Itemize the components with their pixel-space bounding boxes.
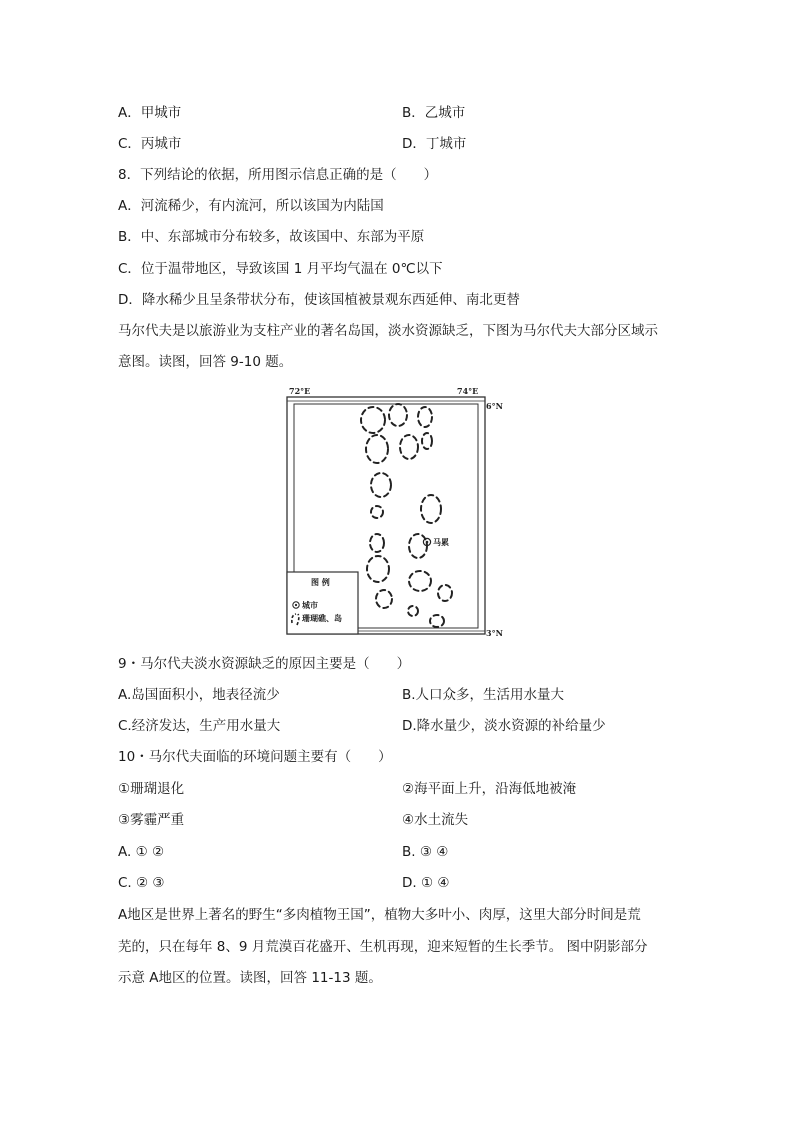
q10-option-d: D. ① ④: [402, 875, 450, 891]
q10-item-3: ③雾霾严重: [118, 812, 185, 828]
map-label-3n: 3°N: [486, 628, 503, 638]
q9-stem: 9・马尔代夫淡水资源缺乏的原因主要是（ ）: [118, 656, 411, 672]
region-a-intro-line3: 示意 A地区的位置。读图，回答 11-13 题。: [118, 970, 382, 986]
maldives-map-svg: [285, 385, 503, 640]
q10-option-b: B. ③ ④: [402, 844, 449, 860]
map-label-74e: 74°E: [457, 386, 479, 396]
q10-item-2: ②海平面上升，沿海低地被淹: [402, 781, 577, 797]
q8-option-b: B．中、东部城市分布较多，故该国中、东部为平原: [118, 229, 425, 245]
q10-option-a: A. ① ②: [118, 844, 165, 860]
legend-title: 图 例: [311, 577, 330, 587]
q10-item-4: ④水土流失: [402, 812, 469, 828]
q8-option-c: C．位于温带地区，导致该国 1 月平均气温在 0℃以下: [118, 261, 443, 277]
maldives-map: [285, 385, 503, 640]
legend-city-label: 城市: [302, 600, 318, 610]
q10-stem: 10・马尔代夫面临的环境问题主要有（ ）: [118, 749, 392, 765]
map-label-6n: 6°N: [486, 401, 503, 411]
q8-option-a: A．河流稀少，有内流河，所以该国为内陆国: [118, 198, 384, 214]
q7-option-c: C．丙城市: [118, 136, 182, 152]
q7-option-a: A．甲城市: [118, 105, 182, 121]
q7-option-d: D．丁城市: [402, 136, 467, 152]
q7-option-b: B．乙城市: [402, 105, 466, 121]
capital-label: 马累: [433, 537, 449, 547]
q8-option-d: D．降水稀少且呈条带状分布，使该国植被景观东西延伸、南北更替: [118, 292, 520, 308]
map-label-72e: 72°E: [289, 386, 311, 396]
q9-option-b: B.人口众多，生活用水量大: [402, 687, 565, 703]
maldives-intro-line1: 马尔代夫是以旅游业为支柱产业的著名岛国，淡水资源缺乏，下图为马尔代夫大部分区域示: [118, 323, 658, 339]
q10-item-1: ①珊瑚退化: [118, 781, 185, 797]
atoll-group: [361, 404, 452, 627]
q9-option-d: D.降水量少，淡水资源的补给量少: [402, 718, 606, 734]
maldives-intro-line2: 意图。读图，回答 9-10 题。: [118, 354, 293, 370]
legend-reef-label: 珊瑚礁、岛: [302, 613, 342, 623]
q8-stem: 8．下列结论的依据，所用图示信息正确的是（ ）: [118, 167, 438, 183]
q9-option-a: A.岛国面积小，地表径流少: [118, 687, 280, 703]
q9-option-c: C.经济发达，生产用水量大: [118, 718, 281, 734]
q10-option-c: C. ② ③: [118, 875, 165, 891]
region-a-intro-line1: A地区是世界上著名的野生“多肉植物王国”，植物大多叶小、肉厚，这里大部分时间是荒: [118, 907, 641, 923]
region-a-intro-line2: 芜的，只在每年 8、9 月荒漠百花盛开、生机再现，迎来短暂的生长季节。 图中阴影部分: [118, 939, 648, 955]
